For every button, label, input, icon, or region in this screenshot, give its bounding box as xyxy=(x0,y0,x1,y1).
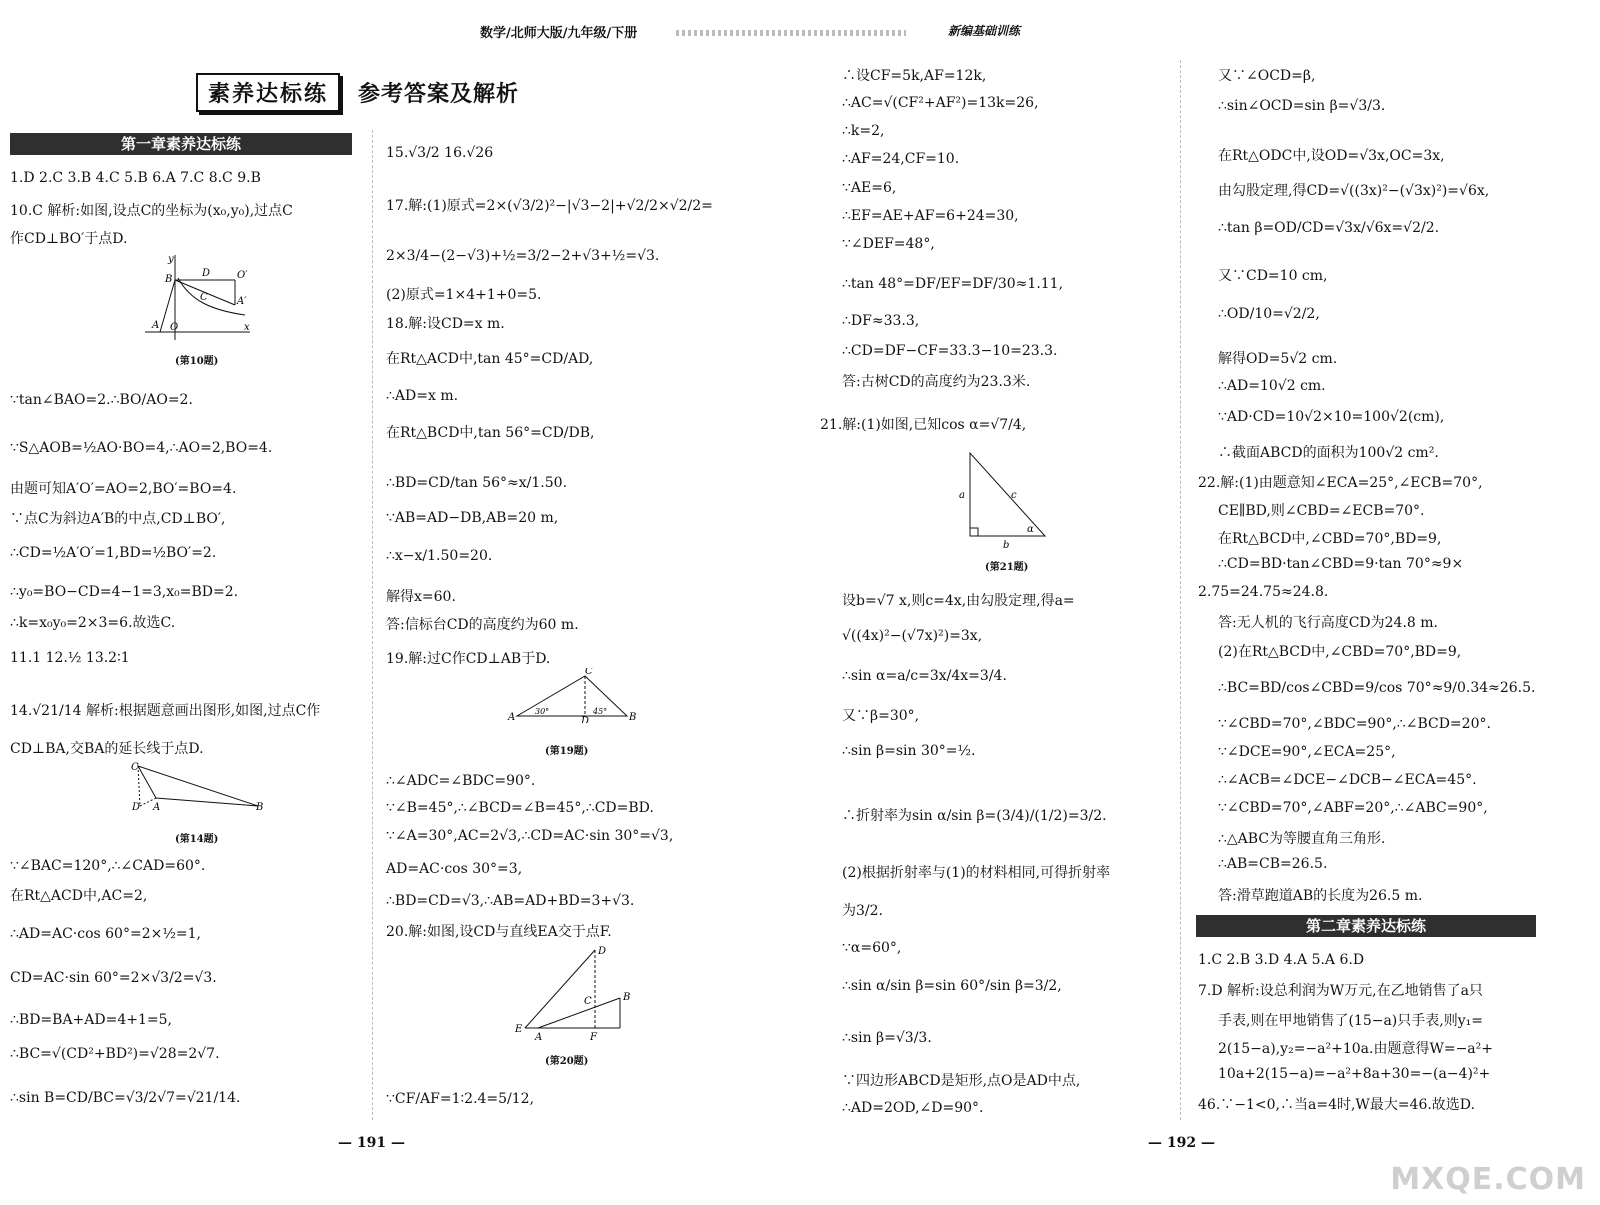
answer-line: ∴BC=√(CD²+BD²)=√28=2√7. xyxy=(10,1046,220,1062)
answer-line: ∵四边形ABCD是矩形,点O是AD中点, xyxy=(842,1073,1081,1089)
answer-line: 1.D 2.C 3.B 4.C 5.B 6.A 7.C 8.C 9.B xyxy=(10,170,261,186)
svg-text:x: x xyxy=(244,322,250,333)
answer-line: ∴AD=AC·cos 60°=2×½=1, xyxy=(10,926,201,942)
svg-text:b: b xyxy=(1003,540,1010,551)
section-bar-ch1: 第一章素养达标练 xyxy=(10,133,352,155)
svg-text:45°: 45° xyxy=(593,707,608,716)
answer-line: 14.√21/14 解析:根据题意画出图形,如图,过点C作 xyxy=(10,703,321,719)
answer-line: ∴sin∠OCD=sin β=√3/3. xyxy=(1218,98,1386,114)
answer-line: 10a+2(15−a)=−a²+8a+30=−(a−4)²+ xyxy=(1218,1066,1491,1082)
figure-21-caption: (第21题) xyxy=(985,562,1029,573)
svg-text:A: A xyxy=(535,1032,543,1043)
answer-line: ∴∠ACB=∠DCE−∠DCB−∠ECA=45°. xyxy=(1218,772,1477,788)
answer-line: ∴x−x/1.50=20. xyxy=(386,548,493,564)
answer-line: 手表,则在甲地销售了(15−a)只手表,则y₁= xyxy=(1218,1013,1483,1029)
title-box: 素养达标练 xyxy=(196,73,340,112)
answer-line: ∵∠CBD=70°,∠BDC=90°,∴∠BCD=20°. xyxy=(1218,716,1491,732)
answer-line: 7.D 解析:设总利润为W万元,在乙地销售了a只 xyxy=(1198,983,1483,999)
answer-line: ∴sin α/sin β=sin 60°/sin β=3/2, xyxy=(842,978,1062,994)
answer-line: ∴折射率为sin α/sin β=(3/4)/(1/2)=3/2. xyxy=(842,808,1107,824)
answer-line: 答:无人机的飞行高度CD为24.8 m. xyxy=(1218,615,1439,631)
svg-text:E: E xyxy=(515,1024,523,1035)
answer-line: (2)在Rt△BCD中,∠CBD=70°,BD=9, xyxy=(1218,644,1462,660)
answer-line: 在Rt△BCD中,∠CBD=70°,BD=9, xyxy=(1218,531,1442,547)
answer-line: ∴AC=√(CF²+AF²)=13k=26, xyxy=(842,95,1039,111)
svg-text:A: A xyxy=(152,320,160,331)
svg-text:C: C xyxy=(200,292,208,303)
svg-text:C: C xyxy=(131,762,139,773)
answer-line: ∴设CF=5k,AF=12k, xyxy=(842,68,987,84)
answer-line: 又∵CD=10 cm, xyxy=(1218,268,1328,284)
svg-text:c: c xyxy=(1011,490,1017,501)
svg-text:y: y xyxy=(168,254,174,265)
answer-line: ∴k=x₀y₀=2×3=6.故选C. xyxy=(10,615,176,631)
svg-text:D: D xyxy=(202,268,211,279)
answer-line: (2)根据折射率与(1)的材料相同,可得折射率 xyxy=(842,865,1111,881)
answer-line: 由勾股定理,得CD=√((3x)²−(√3x)²)=√6x, xyxy=(1218,183,1490,199)
answer-line: ∴EF=AE+AF=6+24=30, xyxy=(842,208,1019,224)
answer-line: CE∥BD,则∠CBD=∠ECB=70°. xyxy=(1218,503,1425,519)
title-subtitle: 参考答案及解析 xyxy=(358,81,520,107)
answer-line: ∴AD=10√2 cm. xyxy=(1218,378,1326,394)
header-left: 数学/北师大版/九年级/下册 xyxy=(480,26,638,41)
answer-line: 17.解:(1)原式=2×(√3/2)²−|√3−2|+√2/2×√2/2= xyxy=(386,198,713,214)
answer-line: 2×3/4−(2−√3)+½=3/2−2+√3+½=√3. xyxy=(386,248,660,264)
answer-line: ∴sin β=√3/3. xyxy=(842,1030,932,1046)
answer-line: ∴DF≈33.3, xyxy=(842,313,920,329)
answer-line: 18.解:设CD=x m. xyxy=(386,316,505,332)
svg-text:30°: 30° xyxy=(535,707,550,716)
svg-text:C: C xyxy=(585,668,593,677)
answer-line: ∴截面ABCD的面积为100√2 cm². xyxy=(1218,445,1439,461)
answer-line: ∵tan∠BAO=2.∴BO/AO=2. xyxy=(10,392,193,408)
answer-line: 1.C 2.B 3.D 4.A 5.A 6.D xyxy=(1198,952,1365,968)
svg-text:A: A xyxy=(508,712,516,723)
svg-text:D: D xyxy=(598,946,607,957)
answer-line: 又∵∠OCD=β, xyxy=(1218,68,1316,84)
svg-text:B: B xyxy=(623,992,631,1003)
answer-line: 作CD⊥BO′于点D. xyxy=(10,231,128,247)
answer-line: ∵∠A=30°,AC=2√3,∴CD=AC·sin 30°=√3, xyxy=(386,828,674,844)
answer-line: ∴y₀=BO−CD=4−1=3,x₀=BD=2. xyxy=(10,584,239,600)
answer-line: CD⊥BA,交BA的延长线于点D. xyxy=(10,741,204,757)
answer-line: ∵CF/AF=1∶2.4=5/12, xyxy=(386,1091,535,1107)
answer-line: AD=AC·cos 30°=3, xyxy=(386,861,523,877)
answer-line: 21.解:(1)如图,已知cos α=√7/4, xyxy=(820,417,1027,433)
answer-line: 又∵β=30°, xyxy=(842,708,920,724)
svg-text:α: α xyxy=(1027,524,1034,535)
answer-line: ∴BD=BA+AD=4+1=5, xyxy=(10,1012,172,1028)
answer-line: ∴BC=BD/cos∠CBD=9/cos 70°≈9/0.34≈26.5. xyxy=(1218,680,1536,696)
svg-text:C: C xyxy=(584,996,592,1007)
answer-line: 解得x=60. xyxy=(386,589,456,605)
answer-line: ∴CD=½A′O′=1,BD=½BO′=2. xyxy=(10,545,217,561)
answer-line: ∴△ABC为等腰直角三角形. xyxy=(1218,831,1386,847)
answer-line: √((4x)²−(√7x)²)=3x, xyxy=(842,628,983,644)
figure-20 xyxy=(510,940,640,1045)
answer-line: 答:滑草跑道AB的长度为26.5 m. xyxy=(1218,888,1423,904)
answer-line: ∵AE=6, xyxy=(842,180,897,196)
svg-text:a: a xyxy=(959,490,965,501)
figure-20-caption: (第20题) xyxy=(545,1056,589,1067)
header-divider xyxy=(676,30,906,36)
answer-line: 在Rt△ODC中,设OD=√3x,OC=3x, xyxy=(1218,148,1445,164)
answer-line: ∴sin α=a/c=3x/4x=3/4. xyxy=(842,668,1007,684)
answer-line: ∴sin β=sin 30°=½. xyxy=(842,743,976,759)
page-number-right: — 192 — xyxy=(1148,1135,1215,1151)
svg-text:A′: A′ xyxy=(237,296,247,307)
answer-line: ∵AB=AD−DB,AB=20 m, xyxy=(386,510,559,526)
answer-line: ∴sin B=CD/BC=√3/2√7=√21/14. xyxy=(10,1090,241,1106)
answer-line: ∵∠DEF=48°, xyxy=(842,236,935,252)
answer-line: 解得OD=5√2 cm. xyxy=(1218,351,1338,367)
answer-line: ∴CD=DF−CF=33.3−10=23.3. xyxy=(842,343,1058,359)
answer-line: ∵α=60°, xyxy=(842,940,902,956)
column-divider xyxy=(372,130,373,1120)
figure-14 xyxy=(128,760,268,810)
svg-text:O: O xyxy=(170,322,179,333)
svg-text:D: D xyxy=(581,716,590,723)
answer-line: 由题可知A′O′=AO=2,BO′=BO=4. xyxy=(10,481,237,497)
answer-line: ∴OD/10=√2/2, xyxy=(1218,306,1320,322)
answer-line: ∵∠BAC=120°,∴∠CAD=60°. xyxy=(10,858,206,874)
answer-line: 答:信标台CD的高度约为60 m. xyxy=(386,617,579,633)
answer-line: 15.√3/2 16.√26 xyxy=(386,145,494,161)
answer-line: 19.解:过C作CD⊥AB于D. xyxy=(386,651,551,667)
svg-text:F: F xyxy=(590,1032,597,1043)
answer-line: (2)原式=1×4+1+0=5. xyxy=(386,287,542,303)
answer-line: ∴AD=x m. xyxy=(386,388,459,404)
answer-line: ∵AD·CD=10√2×10=100√2(cm), xyxy=(1218,409,1445,425)
answer-line: ∴AF=24,CF=10. xyxy=(842,151,960,167)
answer-line: 10.C 解析:如图,设点C的坐标为(x₀,y₀),过点C xyxy=(10,203,293,219)
answer-line: ∴k=2, xyxy=(842,123,885,139)
watermark: MXQE.COM xyxy=(1390,1162,1586,1197)
answer-line: 11.1 12.½ 13.2∶1 xyxy=(10,650,130,666)
answer-line: ∵点C为斜边A′B的中点,CD⊥BO′, xyxy=(10,511,226,527)
answer-line: ∴BD=CD/tan 56°≈x/1.50. xyxy=(386,475,568,491)
figure-19 xyxy=(505,668,645,723)
column-divider xyxy=(1180,60,1181,1120)
answer-line: ∴∠ADC=∠BDC=90°. xyxy=(386,773,536,789)
answer-line: 设b=√7 x,则c=4x,由勾股定理,得a= xyxy=(842,593,1075,609)
svg-text:B: B xyxy=(165,274,173,285)
svg-text:A: A xyxy=(153,802,161,810)
header-right: 新编基础训练 xyxy=(947,24,1020,38)
answer-line: ∴tan β=OD/CD=√3x/√6x=√2/2. xyxy=(1218,220,1440,236)
book-header xyxy=(480,22,1020,42)
answer-line: ∵∠CBD=70°,∠ABF=20°,∴∠ABC=90°, xyxy=(1218,800,1488,816)
answer-line: 46.∵−1<0,∴当a=4时,W最大=46.故选D. xyxy=(1198,1097,1475,1113)
figure-19-caption: (第19题) xyxy=(545,746,589,757)
svg-text:B: B xyxy=(629,712,637,723)
answer-line: ∵S△AOB=½AO·BO=4,∴AO=2,BO=4. xyxy=(10,440,273,456)
answer-line: 在Rt△ACD中,AC=2, xyxy=(10,888,148,904)
figure-21 xyxy=(955,448,1055,553)
answer-line: ∴CD=BD·tan∠CBD=9·tan 70°≈9× xyxy=(1218,556,1464,572)
answer-line: 答:古树CD的高度约为23.3米. xyxy=(842,374,1031,390)
answer-line: 为3/2. xyxy=(842,903,883,919)
page-title xyxy=(196,72,519,112)
figure-10 xyxy=(140,250,255,345)
answer-line: ∴AB=CB=26.5. xyxy=(1218,856,1328,872)
figure-10-caption: (第10题) xyxy=(175,356,219,367)
answer-line: 在Rt△BCD中,tan 56°=CD/DB, xyxy=(386,425,595,441)
answer-line: ∴tan 48°=DF/EF=DF/30≈1.11, xyxy=(842,276,1064,292)
answer-line: ∵∠DCE=90°,∠ECA=25°, xyxy=(1218,744,1396,760)
section-bar-ch2: 第二章素养达标练 xyxy=(1196,915,1536,937)
svg-text:O′: O′ xyxy=(237,270,248,281)
answer-line: 22.解:(1)由题意知∠ECA=25°,∠ECB=70°, xyxy=(1198,475,1483,491)
svg-text:B: B xyxy=(256,802,264,810)
figure-14-caption: (第14题) xyxy=(175,834,219,845)
answer-line: 2.75=24.75≈24.8. xyxy=(1198,584,1329,600)
answer-line: ∴AD=2OD,∠D=90°. xyxy=(842,1100,984,1116)
svg-text:D: D xyxy=(132,802,141,810)
answer-line: ∴BD=CD=√3,∴AB=AD+BD=3+√3. xyxy=(386,893,635,909)
answer-line: 20.解:如图,设CD与直线EA交于点F. xyxy=(386,924,612,940)
answer-line: CD=AC·sin 60°=2×√3/2=√3. xyxy=(10,970,217,986)
page-number-left: — 191 — xyxy=(338,1135,405,1151)
answer-line: ∵∠B=45°,∴∠BCD=∠B=45°,∴CD=BD. xyxy=(386,800,654,816)
answer-line: 2(15−a),y₂=−a²+10a.由题意得W=−a²+ xyxy=(1218,1041,1493,1057)
answer-line: 在Rt△ACD中,tan 45°=CD/AD, xyxy=(386,351,594,367)
